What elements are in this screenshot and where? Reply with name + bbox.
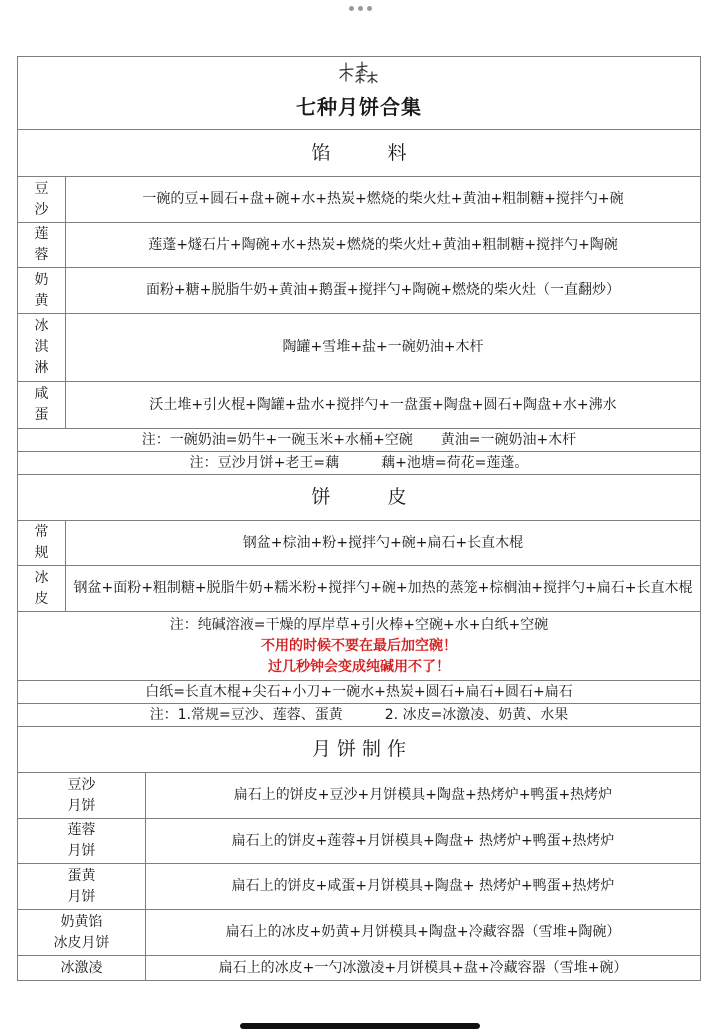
filling-label: 咸蛋: [18, 382, 66, 428]
filling-ingredients: 一碗的豆+圆石+盘+碗+水+热炭+燃烧的柴火灶+黄油+粗制糖+搅拌勺+碗: [142, 191, 624, 207]
filling-ingredients: 沃土堆+引火棍+陶罐+盐水+搅拌勺+一盘蛋+陶盘+圆石+陶盘+水+沸水: [149, 396, 617, 413]
crust-row-icy: [18, 566, 700, 612]
crust-note-row: [18, 681, 700, 704]
recipe-label: 冰激凌: [18, 956, 146, 980]
crust-note-block: [18, 612, 700, 680]
filling-label: 莲蓉: [18, 223, 66, 267]
filling-label: 冰淇淋: [18, 314, 66, 381]
recipe-steps: 扁石上的饼皮+莲蓉+月饼模具+陶盘+ 热烤炉+鸭蛋+热烤炉: [231, 832, 615, 849]
recipe-row: [18, 864, 700, 910]
recipe-row: [18, 910, 700, 956]
recipe-row: [18, 956, 700, 980]
filling-ingredients: 陶罐+雪堆+盐+一碗奶油+木杆: [282, 339, 484, 355]
filling-row-naihuang: [18, 268, 700, 314]
crust-note-row: [18, 612, 700, 681]
recipe-steps: 扁石上的冰皮+奶黄+月饼模具+陶盘+冷藏容器（雪堆+陶碗）: [225, 924, 621, 940]
crust-label: 常规: [18, 521, 66, 565]
recipe-label: 蛋黄 月饼: [18, 864, 146, 909]
filling-label: 豆沙: [18, 177, 66, 222]
note-text: 注：纯碱溶液=干燥的厚岸草+引火棒+空碗+水+白纸+空碗: [169, 616, 549, 633]
note-text: 注：1.常规=豆沙、莲蓉、蛋黄 2. 冰皮=冰激凌、奶黄、水果: [149, 706, 569, 723]
crust-ingredients: 钢盆+棕油+粉+搅拌勺+碗+扁石+长直木棍: [242, 534, 524, 551]
crust-note-row: [18, 704, 700, 727]
filling-row-saltyegg: [18, 382, 700, 429]
filling-ingredients: 面粉+糖+脱脂牛奶+黄油+鹅蛋+搅拌勺+陶碗+燃烧的柴火灶（一直翻炒）: [145, 282, 621, 298]
filling-row-icecream: [18, 314, 700, 382]
filling-note-row: [18, 429, 700, 452]
recipe-steps: 扁石上的饼皮+豆沙+月饼模具+陶盘+热烤炉+鸭蛋+热烤炉: [233, 787, 613, 803]
warning-text: 不用的时候不要在最后加空碗！: [261, 637, 457, 654]
filling-note-row: [18, 452, 700, 475]
title-row: [18, 57, 700, 130]
warning-text: 过几秒钟会变成纯碱用不了！: [268, 658, 450, 675]
note-text: 注：豆沙月饼+老王=藕 藕+池塘=荷花=莲蓬。: [189, 454, 529, 471]
section-header-filling: [18, 130, 700, 177]
recipe-steps: 扁石上的冰皮+一勺冰激凌+月饼模具+盘+冷藏容器（雪堆+碗）: [218, 959, 628, 976]
section-header-crust: [18, 475, 700, 521]
recipe-steps: 扁石上的饼皮+咸蛋+月饼模具+陶盘+ 热烤炉+鸭蛋+热烤炉: [231, 878, 615, 894]
recipe-label: 豆沙 月饼: [18, 773, 146, 818]
recipe-row: [18, 819, 700, 864]
recipe-table: [17, 56, 701, 981]
recipe-row: [18, 773, 700, 819]
document-title: 七种月饼合集: [296, 95, 422, 119]
section-title: 月 饼 制 作: [311, 738, 407, 760]
note-text: 白纸=长直木棍+尖石+小刀+一碗水+热炭+圆石+扁石+圆石+扁石: [145, 683, 573, 700]
signature: [337, 61, 381, 85]
recipe-label: 奶黄馅 冰皮月饼: [18, 910, 146, 955]
filling-row-lianrong: [18, 223, 700, 268]
recipe-label: 莲蓉 月饼: [18, 819, 146, 863]
crust-label: 冰皮: [18, 566, 66, 611]
section-title: 饼 皮: [311, 486, 407, 508]
home-indicator[interactable]: [240, 1023, 480, 1029]
filling-row-dousha: [18, 177, 700, 223]
section-header-making: [18, 727, 700, 773]
crust-ingredients: 钢盆+面粉+粗制糖+脱脂牛奶+糯米粉+搅拌勺+碗+加热的蒸笼+棕榈油+搅拌勺+扁石+长直木棍: [73, 580, 693, 596]
filling-ingredients: 莲蓬+燧石片+陶碗+水+热炭+燃烧的柴火灶+黄油+粗制糖+搅拌勺+陶碗: [148, 236, 618, 253]
section-title: 馅 料: [311, 141, 407, 164]
more-options-dots[interactable]: [349, 6, 372, 11]
filling-label: 奶黄: [18, 268, 66, 313]
crust-row-regular: [18, 521, 700, 566]
note-text: 注：一碗奶油=奶牛+一碗玉米+水桶+空碗 黄油=一碗奶油+木杆: [141, 431, 577, 448]
